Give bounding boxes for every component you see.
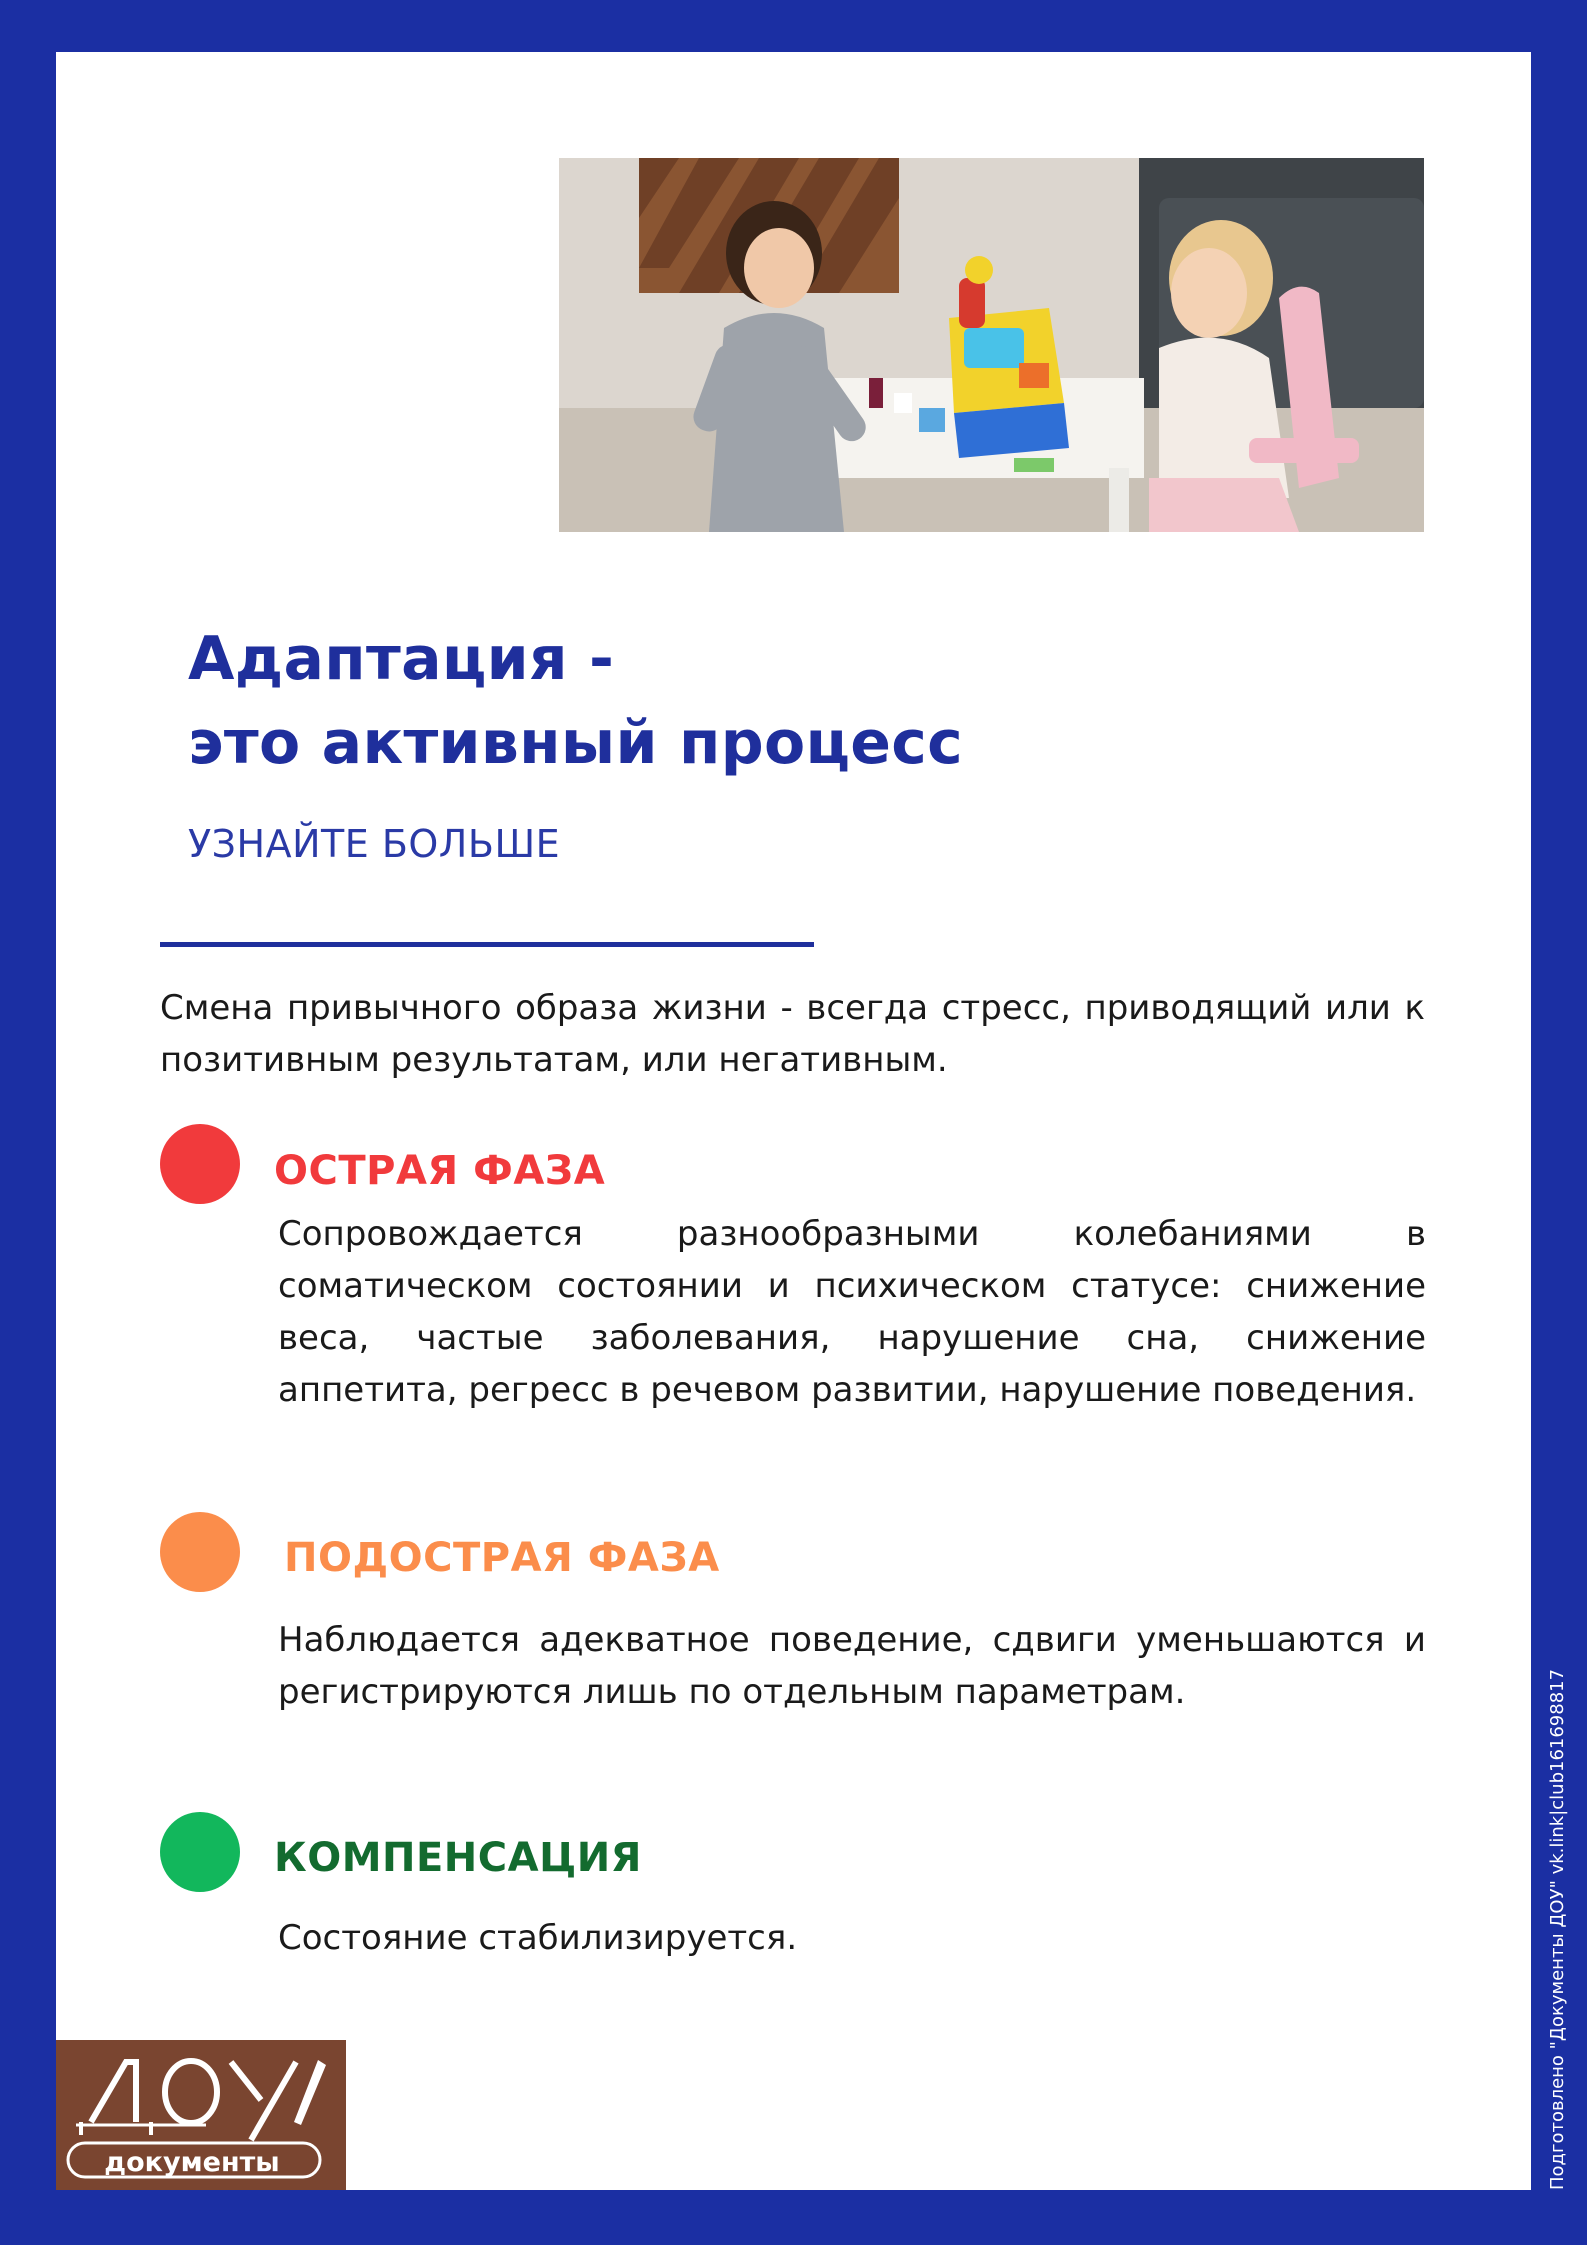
- subacute-phase-dot: [160, 1512, 240, 1592]
- title-line-2: это активный процесс: [188, 708, 964, 778]
- credit-note: Подготовлено "Документы ДОУ" vk.link|club161698817: [1547, 1668, 1568, 2190]
- acute-phase-text: Сопровождается разнообразными колебаниями в соматическом состоянии и психическом статусе: снижение веса, частые заболевания, нарушение сна, снижение аппетита, регресс в речевом развитии, нарушение поведения.: [278, 1214, 1426, 1410]
- dou-documents-logo: [56, 2040, 346, 2190]
- logo-small-text: документы: [104, 2147, 280, 2178]
- subacute-phase-text: Наблюдается адекватное поведение, сдвиги уменьшаются и регистрируются лишь по отдельным параметрам.: [278, 1620, 1426, 1712]
- acute-phase-dot: [160, 1124, 240, 1204]
- acute-phase-title: ОСТРАЯ ФАЗА: [274, 1148, 606, 1194]
- divider: [160, 942, 814, 947]
- subacute-phase-title: ПОДОСТРАЯ ФАЗА: [284, 1535, 720, 1581]
- children-playing-photo: [559, 158, 1424, 532]
- compensation-title: КОМПЕНСАЦИЯ: [274, 1835, 642, 1881]
- page-title: [188, 617, 963, 785]
- learn-more-label: УЗНАЙТЕ БОЛЬШЕ: [188, 822, 561, 866]
- compensation-text: Состояние стабилизируется.: [278, 1918, 798, 1958]
- compensation-dot: [160, 1812, 240, 1892]
- title-line-1: Адаптация -: [188, 624, 615, 694]
- document-page: [56, 52, 1531, 2190]
- intro-paragraph: Смена привычного образа жизни - всегда стресс, приводящий или к позитивным результатам, или негативным.: [160, 988, 1425, 1080]
